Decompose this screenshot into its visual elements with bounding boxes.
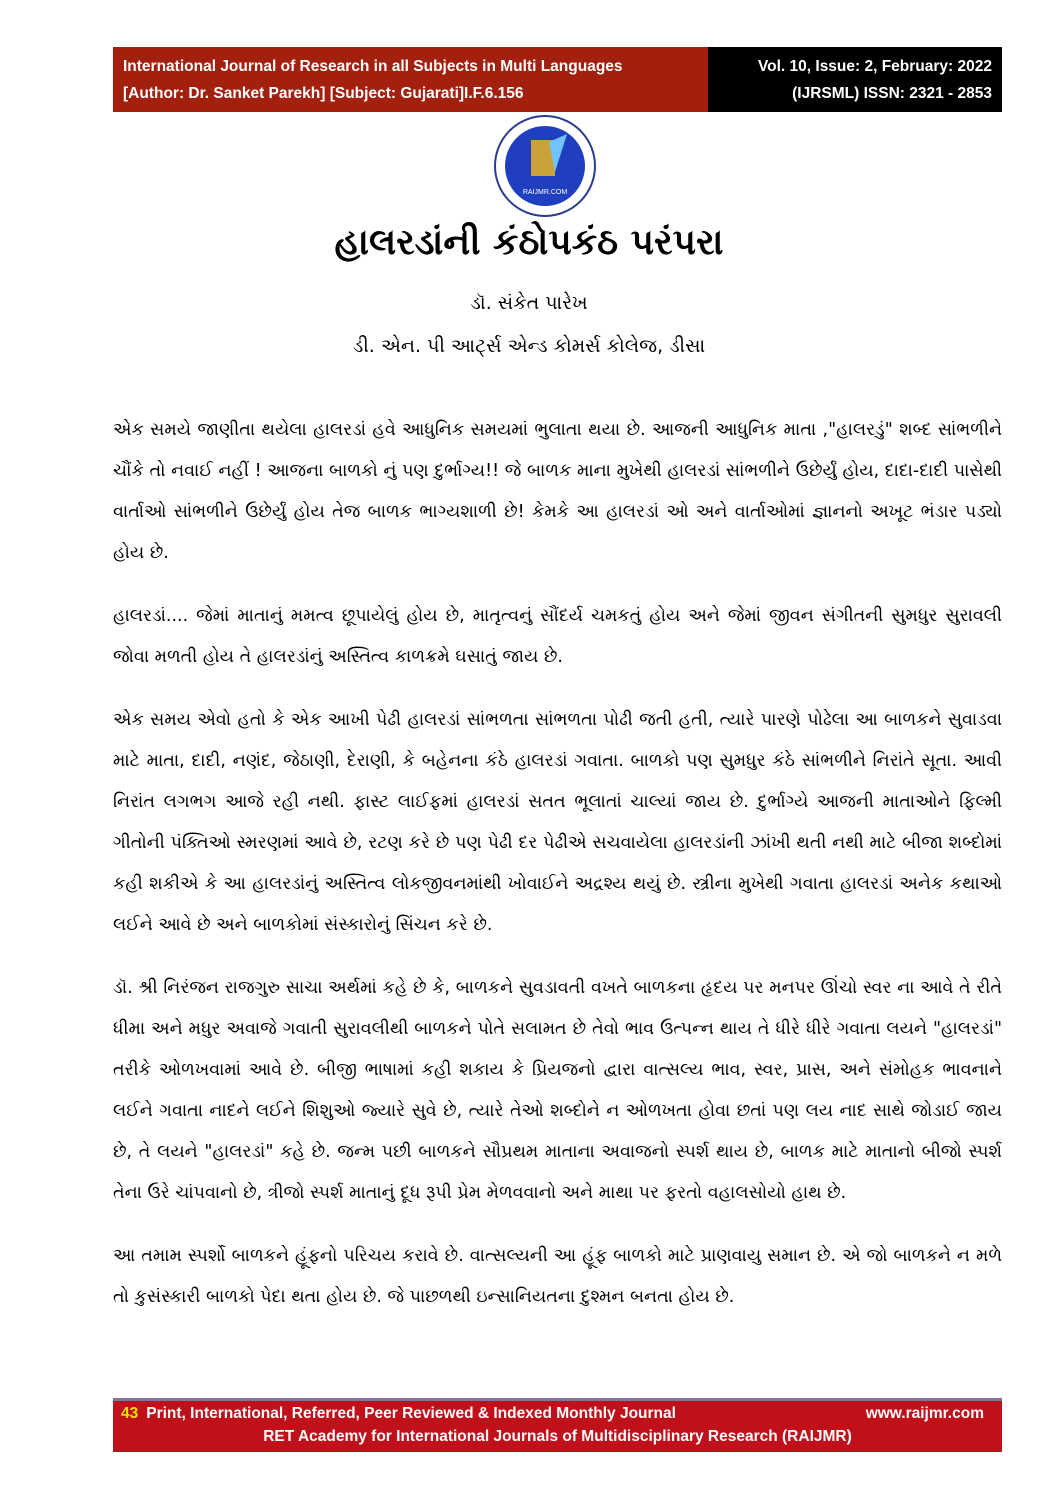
journal-footer — [113, 1398, 1002, 1452]
paragraph: ડૉ. શ્રી નિરંજન રાજગુરુ સાચા અર્થમાં કહે છે કે, બાળકને સુવડાવતી વખતે બાળકના હૃદય પર મનપર ઊંચો સ્વર ના આવે તે રીતે ધીમા અને મધુર અવાજે ગવાતી સુરાવલીથી બાળકને પોતે સલામત છે તેવો ભાવ ઉત્પન્ન થાય તે ધીરે ધીરે ગવાતા લયને "હાલરડાં" તરીકે ઓળખવામાં આવે છે. બીજી ભાષામાં કહી શકાય કે પ્રિયજનો દ્વારા વાત્સલ્ય ભાવ, સ્વર, પ્રાસ, અને સંમોહક ભાવનાને લઈને ગવાતા નાદને લઈને શિશુઓ જ્યારે સુવે છે, ત્યારે તેઓ શબ્દોને ન ઓળખતા હોવા છતાં પણ લય નાદ સાથે જોડાઈ જાય છે, તે લયને "હાલરડાં" કહે છે. જન્મ પછી બાળકને સૌપ્રથમ માતાના અવાજનો સ્પર્શ થાય છે, બાળક માટે માતાનો બીજો સ્પર્શ તેના ઉરે ચાંપવાનો છે, ત્રીજો સ્પર્શ માતાનું દૂધ રૂપી પ્રેમ મેળવવાનો અને માથા પર ફરતો વહાલસોયો હાથ છે. — [113, 978, 1002, 1203]
paragraph: એક સમયે જાણીતા થયેલા હાલરડાં હવે આધુનિક સમયમાં ભુલાતા થયા છે. આજની આધુનિક માતા ,"હાલરડું" શબ્દ સાંભળીને ચૌંકે તો નવાઈ નહીં ! આજના બાળકો નું પણ દુર્ભાગ્ય!! જે બાળક માના મુખેથી હાલરડાં સાંભળીને ઉછેર્યું હોય, દાદા-દાદી પાસેથી વાર્તાઓ સાંભળીને ઉછેર્યું હોય તેજ બાળક ભાગ્યશાળી છે! કેમકે આ હાલરડાં ઓ અને વાર્તાઓમાં જ્ઞાનનો અખૂટ ભંડાર પડ્યો હોય છે. — [113, 420, 1002, 563]
footer-tagline: Print, International, Referred, Peer Reviewed & Indexed Monthly Journal — [146, 1405, 676, 1422]
author-affiliation: ડી. એન. પી આર્ટ્સ એન્ડ કોમર્સ કોલેજ, ડીસા — [352, 335, 706, 357]
article-author: ડૉ. સંકેત પારેખ — [470, 292, 588, 314]
issn: (IJRSML) ISSN: 2321 - 2853 — [792, 85, 992, 102]
header-left — [113, 47, 708, 112]
website-link[interactable]: www.raijmr.com — [865, 1405, 984, 1422]
header-right — [708, 47, 1002, 112]
article-title: હાલરડાંની કંઠોપકંઠ પરંપરા — [334, 222, 724, 263]
journal-logo — [485, 112, 605, 220]
journal-header — [113, 47, 1002, 112]
journal-name: International Journal of Research in all Subjects in Multi Languages — [123, 58, 623, 75]
journal-meta: [Author: Dr. Sanket Parekh] [Subject: Gujarati]I.F.6.156 — [123, 85, 524, 102]
article-body — [113, 410, 1002, 1340]
svg-text:RAIJMR.COM: RAIJMR.COM — [522, 189, 568, 196]
paragraph: એક સમય એવો હતો કે એક આખી પેઢી હાલરડાં સાંભળતા સાંભળતા પોઢી જતી હતી, ત્યારે પારણે પોઢેલા આ બાળકને સુવાડવા માટે માતા, દાદી, નણંદ, જેઠાણી, દેરાણી, કે બહેનના કંઠે હાલરડાં ગવાતા. બાળકો પણ સુમધુર કંઠે સાંભળીને નિરાંતે સૂતા. આવી નિરાંત લગભગ આજે રહી નથી. ફાસ્ટ લાઈફમાં હાલરડાં સતત ભૂલાતાં ચાલ્યાં જાય છે. દુર્ભાગ્યે આજની માતાઓને ફિલ્મી ગીતોની પંક્તિઓ સ્મરણમાં આવે છે, રટણ કરે છે પણ પેઢી દર પેઢીએ સચવાયેલા હાલરડાંની ઝાંખી થતી નથી માટે બીજા શબ્દોમાં કહી શકીએ કે આ હાલરડાંનું અસ્તિત્વ લોકજીવનમાંથી ખોવાઈને અદ્રશ્ય થયું છે. સ્ત્રીના મુખેથી ગવાતા હાલરડાં અનેક કથાઓ લઈને આવે છે અને બાળકોમાં સંસ્કારોનું સિંચન કરે છે. — [113, 710, 1002, 935]
paragraph: હાલરડાં.... જેમાં માતાનું મમત્વ છૂપાયેલું હોય છે, માતૃત્વનું સૌંદર્ય ચમકતું હોય અને જેમાં જીવન સંગીતની સુમધુર સુરાવલી જોવા મળતી હોય તે હાલરડાંનું અસ્તિત્વ કાળક્રમે ઘસાતું જાય છે. — [113, 606, 1002, 667]
volume-issue: Vol. 10, Issue: 2, February: 2022 — [757, 58, 992, 75]
publisher: RET Academy for International Journals of Multidisciplinary Research (RAIJMR) — [263, 1428, 852, 1445]
page-number: 43 — [121, 1405, 139, 1422]
paragraph: આ તમામ સ્પર્શો બાળકને હૂંફનો પરિચય કરાવે છે. વાત્સલ્યની આ હૂંફ બાળકો માટે પ્રાણવાયુ સમાન છે. એ જો બાળકને ન મળે તો કુસંસ્કારી બાળકો પેદા થતા હોય છે. જે પાછળથી ઇન્સાનિયતના દુશ્મન બનતા હોય છે. — [113, 1246, 1002, 1307]
